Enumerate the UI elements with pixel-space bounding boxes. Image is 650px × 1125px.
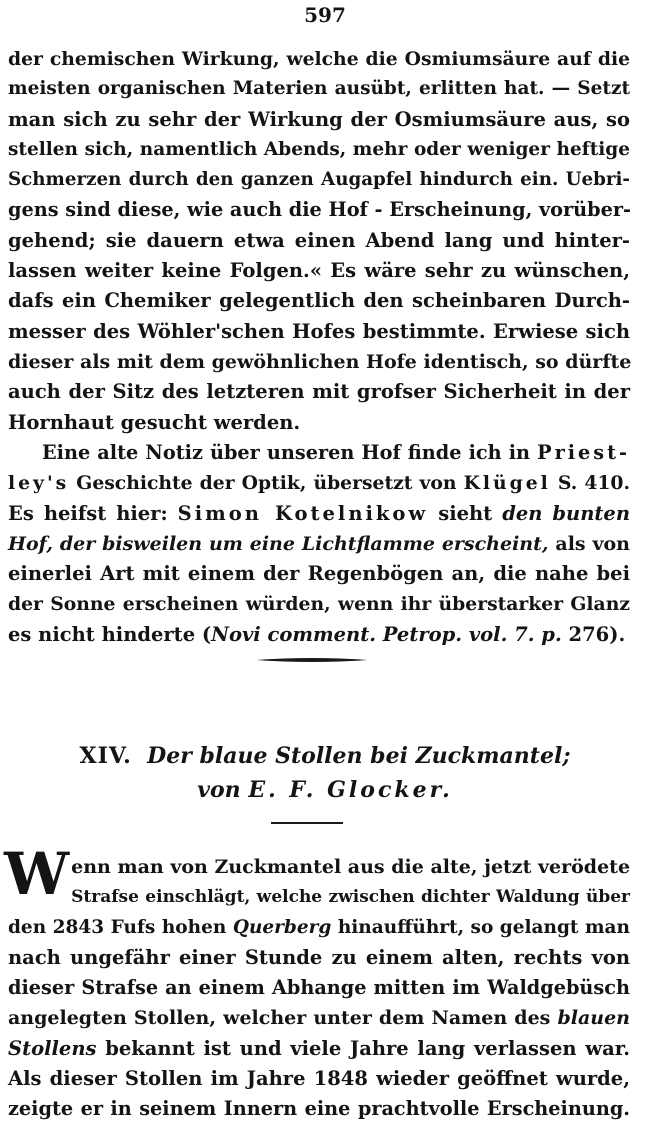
page-number: 597 xyxy=(304,3,346,27)
text-line: Strafse einschlägt, welche zwischen dichter Waldung über xyxy=(71,887,630,908)
spaced-name-priestley: Priest- xyxy=(537,441,630,464)
section-divider xyxy=(256,656,368,664)
osmium-paragraph xyxy=(8,44,630,438)
place-name: Querberg xyxy=(232,916,332,938)
text-line: gehend; sie dauern etwa einen Abend lang und hinter- xyxy=(8,228,630,252)
text-line: dafs ein Chemiker gelegentlich den scheinbaren Durch- xyxy=(8,289,630,313)
text-line: es nicht hinderte (Novi comment. Petrop. vol. 7. p. 276). xyxy=(8,622,626,646)
text-line: zeigte er in seinem Innern eine prachtvolle Erscheinung. xyxy=(8,1097,630,1121)
spaced-name-kluegel: Klügel xyxy=(463,472,551,495)
text-line: nach ungefähr einer Stunde zu einem alten, rechts von xyxy=(8,945,630,969)
text-line: einerlei Art mit einem der Regenbögen an, die nahe bei xyxy=(8,562,630,586)
article-body xyxy=(4,840,631,1125)
mine-name: Stollens xyxy=(8,1036,97,1060)
spaced-name-kotelnikow: Simon Kotelnikow xyxy=(177,501,429,525)
text-line: stellen sich, namentlich Abends, mehr oder weniger heftige xyxy=(8,138,630,160)
text-line: der chemischen Wirkung, welche die Osmiumsäure auf die xyxy=(8,48,630,70)
priestley-paragraph xyxy=(8,438,630,650)
text-line: messer des Wöhler'schen Hofes bestimmte. Erwiese sich xyxy=(8,319,630,343)
text-line: Hornhaut gesucht werden. xyxy=(8,410,301,434)
text-line: angelegten Stollen, welcher unter dem Namen des blauen xyxy=(8,1007,630,1030)
text-line: man sich zu sehr der Wirkung der Osmiumsäure aus, so xyxy=(8,107,630,131)
text-line: Es heifst hier: Simon Kotelnikow sieht den bunten xyxy=(8,501,630,525)
quoted-phrase: den bunten xyxy=(502,501,630,525)
text-line: enn man von Zuckmantel aus die alte, jetzt verödete xyxy=(71,856,631,878)
article-number: XIV. xyxy=(79,743,132,769)
text-line: der Sonne erscheinen würden, wenn ihr überstarker Glanz xyxy=(8,593,630,616)
text-line: Eine alte Notiz über unseren Hof finde ich in Priest- xyxy=(42,441,630,464)
text-line: lassen weiter keine Folgen.« Es wäre sehr zu wünschen, xyxy=(8,259,630,283)
text-line: gens sind diese, wie auch die Hof - Erscheinung, vorüber- xyxy=(8,198,631,222)
text-line: meisten organischen Materien ausübt, erlitten hat. — Setzt xyxy=(8,78,630,100)
text-line: auch der Sitz des letzteren mit grofser Sicherheit in der xyxy=(8,380,630,404)
text-line: Stollens bekannt ist und viele Jahre lang verlassen war. xyxy=(8,1036,630,1060)
text-line: Hof, der bisweilen um eine Lichtflamme erscheint, als von xyxy=(8,532,630,555)
text-line: dieser Strafse an einem Abhange mitten im Waldgebüsch xyxy=(8,976,630,1000)
text-line: ley's Geschichte der Optik, übersetzt von Klügel S. 410. xyxy=(8,472,630,495)
title-underline xyxy=(271,822,343,824)
author-name: E. F. Glocker. xyxy=(248,777,453,803)
quoted-phrase: Hof, der bisweilen um eine Lichtflamme erscheint, xyxy=(8,532,549,555)
spaced-name-priestley-cont: ley's xyxy=(8,472,70,495)
article-title: XIV. Der blaue Stollen bei Zuckmantel; xyxy=(79,743,571,769)
text-line: Schmerzen durch den ganzen Augapfel hindurch ein. Uebri- xyxy=(8,169,630,191)
citation: Novi comment. Petrop. vol. 7. p. xyxy=(211,622,562,646)
drop-cap: W xyxy=(4,840,70,908)
article-byline: von E. F. Glocker. xyxy=(197,777,453,803)
text-line: Als dieser Stollen im Jahre 1848 wieder geöffnet wurde, xyxy=(8,1067,630,1091)
text-line: den 2843 Fufs hohen Querberg hinaufführt, so gelangt man xyxy=(8,916,630,938)
text-line: dieser als mit dem gewöhnlichen Hofe identisch, so dürfte xyxy=(8,350,632,373)
mine-name: blauen xyxy=(557,1007,630,1030)
